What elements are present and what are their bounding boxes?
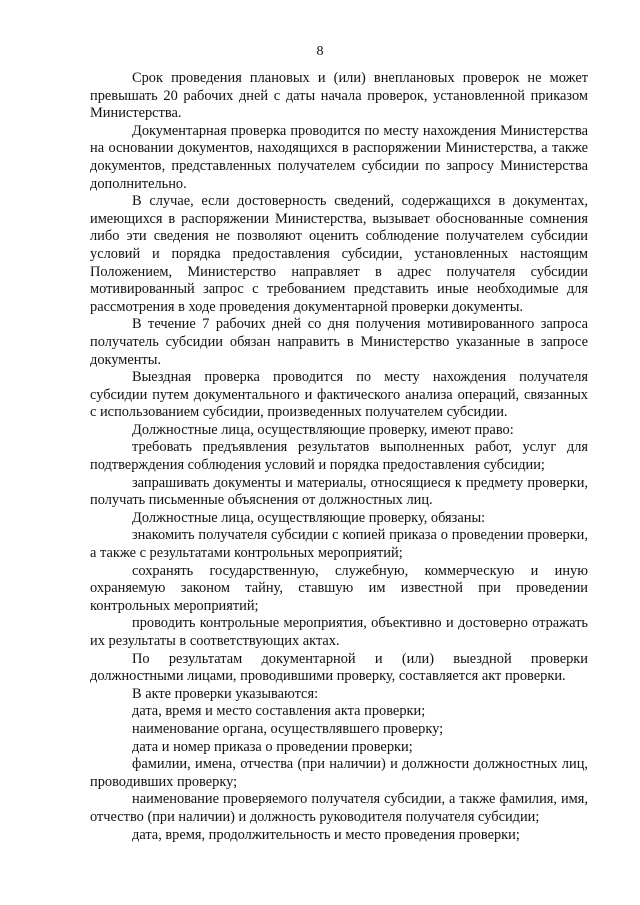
page-number: 8 bbox=[316, 44, 324, 59]
paragraph: требовать предъявления результатов выполненных работ, услуг для подтверждения соблюдения условий и порядка предоставления субсидии; bbox=[90, 439, 588, 474]
paragraph: В случае, если достоверность сведений, содержащихся в документах, имеющихся в распоряжении Министерства, вызывает обоснованные сомнения либо эти сведения не позволяют оценить соблюдение получателем субсидии условий и порядка предоставления субсидии, установленных настоящим Положением, Министерство направляет в адрес получателя субсидии мотивированный запрос с требованием представить иные необходимые для рассмотрения в ходе проведения документарной проверки документы. bbox=[90, 193, 588, 315]
paragraph: дата и номер приказа о проведении проверки; bbox=[132, 738, 413, 755]
paragraph: Выездная проверка проводится по месту нахождения получателя субсидии путем документального и фактического анализа операций, связанных с использованием субсидии, произведенных получателем субсидии. bbox=[90, 369, 588, 421]
paragraph: дата, время, продолжительность и место проведения проверки; bbox=[132, 826, 520, 843]
paragraph: проводить контрольные мероприятия, объективно и достоверно отражать их результаты в соответствующих актах. bbox=[90, 615, 588, 649]
paragraph: знакомить получателя субсидии с копией приказа о проведении проверки, а также с результатами контрольных мероприятий; bbox=[90, 527, 588, 562]
paragraph: В акте проверки указываются: bbox=[132, 685, 319, 702]
paragraph: наименование органа, осуществлявшего проверку; bbox=[132, 720, 444, 737]
paragraph: По результатам документарной и (или) выездной проверки должностными лицами, проводившими проверку, составляется акт проверки. bbox=[90, 650, 588, 685]
paragraph: Документарная проверка проводится по месту нахождения Министерства на основании документов, находящихся в распоряжении Министерства, а также документов, представленных получателем субсидии по запросу Министерства дополнительно. bbox=[90, 122, 588, 192]
paragraph: сохранять государственную, служебную, коммерческую и иную охраняемую законом тайну, ставшую им известной при проведении контрольных мероприятий; bbox=[90, 562, 588, 614]
paragraph: В течение 7 рабочих дней со дня получения мотивированного запроса получатель субсидии обязан направить в Министерство указанные в запросе документы. bbox=[90, 316, 588, 368]
document-body bbox=[90, 70, 588, 844]
paragraph: Должностные лица, осуществляющие проверку, имеют право: bbox=[132, 421, 514, 438]
paragraph: Должностные лица, осуществляющие проверку, обязаны: bbox=[132, 509, 486, 526]
paragraph: запрашивать документы и материалы, относящиеся к предмету проверки, получать письменные объяснения от должностных лиц. bbox=[90, 474, 588, 509]
paragraph: наименование проверяемого получателя субсидии, а также фамилия, имя, отчество (при наличии) и должность руководителя получателя субсидии; bbox=[90, 791, 588, 825]
paragraph: Срок проведения плановых и (или) внеплановых проверок не может превышать 20 рабочих дней с даты начала проверок, установленной приказом Министерства. bbox=[90, 70, 588, 122]
paragraph: дата, время и место составления акта проверки; bbox=[132, 703, 426, 720]
paragraph: фамилии, имена, отчества (при наличии) и должности должностных лиц, проводивших проверку; bbox=[90, 756, 588, 790]
